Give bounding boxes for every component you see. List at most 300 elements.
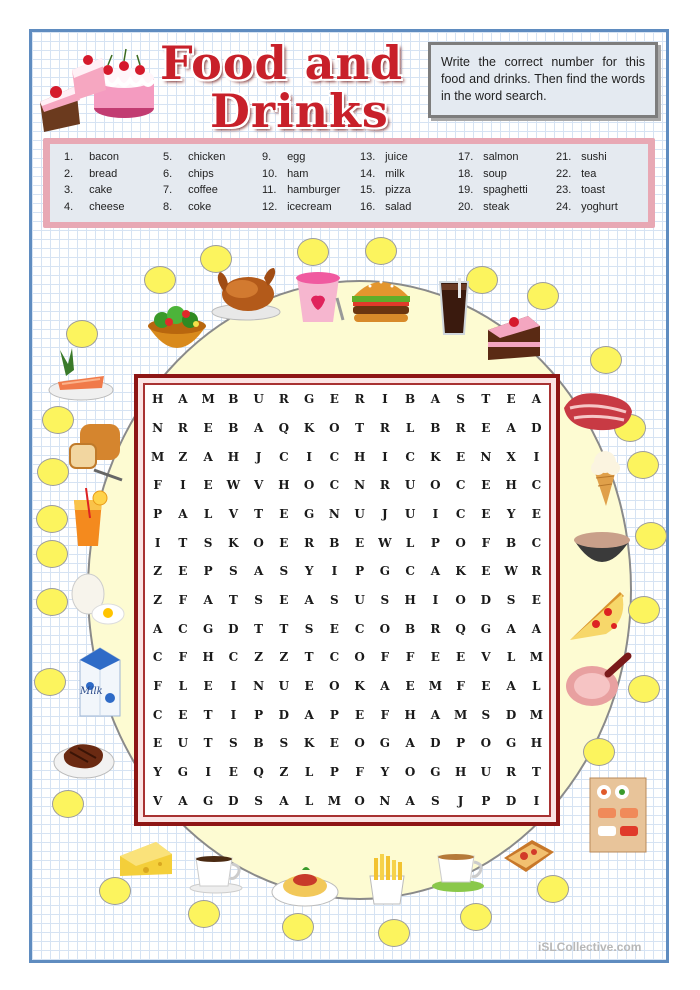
grid-letter[interactable]: R (304, 535, 315, 550)
answer-circle[interactable] (52, 790, 84, 818)
word-list-item (64, 201, 163, 218)
grid-letter[interactable]: Q (253, 764, 264, 779)
grid-letter[interactable]: C (228, 650, 239, 665)
grid-letter[interactable]: S (506, 592, 516, 607)
grid-letter[interactable]: Z (279, 764, 289, 779)
grid-letter[interactable]: M (428, 678, 443, 693)
grid-letter[interactable]: R (278, 392, 289, 407)
grid-letter[interactable]: E (203, 420, 213, 435)
grid-letter[interactable]: S (203, 535, 213, 550)
grid-letter[interactable]: S (380, 592, 390, 607)
grid-letter[interactable]: P (329, 764, 339, 779)
grid-letter[interactable]: F (355, 764, 364, 779)
grid-letter[interactable]: T (355, 420, 365, 435)
grid-letter[interactable]: A (279, 793, 289, 808)
grid-letter[interactable]: J (457, 793, 464, 808)
grid-letter[interactable]: A (178, 506, 188, 521)
grid-letter[interactable]: V (253, 478, 264, 493)
grid-letter[interactable]: F (178, 650, 188, 665)
grid-letter[interactable]: Y (380, 764, 390, 779)
instructions-box (428, 42, 658, 118)
grid-letter[interactable]: M (529, 707, 544, 722)
grid-letter[interactable]: D (505, 793, 517, 808)
grid-letter[interactable]: E (506, 392, 516, 407)
word-list-item (458, 168, 556, 185)
grid-letter[interactable]: H (151, 392, 164, 407)
grid-letter[interactable]: T (228, 592, 238, 607)
grid-letter[interactable]: O (430, 478, 441, 493)
grid-letter[interactable]: E (329, 392, 339, 407)
word-search-grid (143, 383, 551, 817)
grid-letter[interactable]: K (354, 678, 365, 693)
grid-letter[interactable]: C (329, 478, 340, 493)
grid-letter[interactable]: C (405, 449, 415, 464)
grid-letter[interactable]: I (382, 392, 388, 407)
grid-letter[interactable]: E (304, 678, 314, 693)
grid-letter[interactable]: C (329, 650, 340, 665)
word-text: ham (287, 167, 309, 180)
grid-letter[interactable]: P (355, 564, 365, 579)
answer-circle[interactable] (36, 588, 68, 616)
grid-letter[interactable]: L (304, 793, 314, 808)
grid-letter[interactable]: E (279, 592, 289, 607)
bacon-icon (560, 388, 636, 436)
grid-letter[interactable]: V (228, 506, 239, 521)
grid-letter[interactable]: F (178, 592, 188, 607)
word-list-item (262, 201, 360, 218)
grid-letter[interactable]: B (430, 420, 441, 435)
grid-letter[interactable]: G (203, 621, 214, 636)
cheese-icon (116, 836, 174, 880)
grid-letter[interactable]: S (279, 736, 289, 751)
grid-letter[interactable]: Z (279, 650, 289, 665)
grid-letter[interactable]: F (380, 707, 390, 722)
grid-letter[interactable]: E (355, 535, 365, 550)
grid-letter[interactable]: L (506, 650, 516, 665)
grid-letter[interactable]: F (380, 650, 390, 665)
grid-letter[interactable]: E (531, 592, 541, 607)
grid-letter[interactable]: V (481, 650, 491, 665)
grid-letter[interactable]: L (405, 420, 415, 435)
grid-letter[interactable]: H (530, 736, 543, 751)
word-list-item (458, 184, 556, 201)
grid-letter[interactable]: B (329, 535, 340, 550)
grid-letter[interactable]: H (505, 478, 517, 493)
grid-letter[interactable]: F (153, 478, 162, 493)
grid-letter[interactable]: S (254, 592, 263, 607)
grid-letter[interactable]: T (178, 535, 188, 550)
grid-letter[interactable]: G (379, 564, 390, 579)
grid-letter[interactable]: B (405, 621, 416, 636)
grid-letter[interactable]: R (506, 764, 517, 779)
grid-letter[interactable]: J (382, 506, 388, 521)
cake-slice-icon (484, 306, 544, 364)
grid-letter[interactable]: M (327, 793, 342, 808)
grid-letter[interactable]: P (254, 707, 264, 722)
answer-circle[interactable] (144, 266, 176, 294)
grid-letter[interactable]: H (202, 650, 214, 665)
word-number: 24. (556, 200, 572, 213)
grid-letter[interactable]: C (178, 621, 188, 636)
grid-letter[interactable]: L (405, 535, 415, 550)
grid-letter[interactable]: E (481, 506, 491, 521)
grid-letter[interactable]: E (279, 535, 289, 550)
grid-letter[interactable]: U (354, 592, 365, 607)
grid-letter[interactable]: E (228, 764, 238, 779)
grid-letter[interactable]: B (228, 420, 239, 435)
answer-circle[interactable] (188, 900, 220, 928)
grid-letter[interactable]: D (430, 736, 441, 751)
grid-letter[interactable]: S (456, 392, 465, 407)
grid-letter[interactable]: O (379, 621, 391, 636)
grid-letter[interactable]: K (303, 420, 315, 435)
grid-letter[interactable]: M (453, 707, 468, 722)
grid-letter[interactable]: O (455, 592, 466, 607)
grid-letter[interactable]: N (379, 793, 391, 808)
grid-letter[interactable]: F (405, 650, 415, 665)
grid-letter[interactable]: W (504, 564, 518, 579)
grid-letter[interactable]: C (405, 564, 415, 579)
grid-letter[interactable]: A (203, 592, 213, 607)
grid-letter[interactable]: A (405, 793, 415, 808)
grid-letter[interactable]: I (205, 764, 211, 779)
grid-letter[interactable]: D (505, 707, 517, 722)
grid-letter[interactable]: R (379, 478, 390, 493)
grid-letter[interactable]: G (480, 621, 491, 636)
grid-letter[interactable]: C (329, 449, 340, 464)
grid-letter[interactable]: M (201, 392, 215, 407)
answer-circle[interactable] (628, 675, 660, 703)
answer-circle[interactable] (460, 903, 492, 931)
grid-letter[interactable]: T (481, 392, 491, 407)
grid-letter[interactable]: A (506, 678, 516, 693)
word-text: milk (385, 167, 405, 180)
grid-letter[interactable]: T (279, 621, 289, 636)
grid-letter[interactable]: S (279, 564, 289, 579)
grid-letter[interactable]: A (304, 707, 314, 722)
grid-letter[interactable]: X (506, 449, 516, 464)
grid-letter[interactable]: U (278, 678, 290, 693)
steak-icon (52, 732, 116, 780)
grid-letter[interactable]: N (152, 420, 164, 435)
word-text: salad (385, 200, 412, 213)
grid-letter[interactable]: C (531, 535, 542, 550)
grid-letter[interactable]: E (279, 506, 289, 521)
grid-letter[interactable]: Q (455, 621, 466, 636)
grid-letter[interactable]: Z (153, 592, 162, 607)
grid-letter[interactable]: P (430, 535, 440, 550)
grid-letter[interactable]: A (430, 707, 441, 722)
grid-letter[interactable]: A (253, 420, 264, 435)
grid-letter[interactable]: E (481, 420, 491, 435)
grid-letter[interactable]: L (178, 678, 188, 693)
grid-letter[interactable]: I (382, 449, 388, 464)
grid-letter[interactable]: R (455, 420, 466, 435)
grid-letter[interactable]: Z (254, 650, 263, 665)
word-list-item (64, 151, 163, 168)
grid-letter[interactable]: P (153, 506, 163, 521)
grid-letter[interactable]: T (304, 650, 314, 665)
grid-letter[interactable]: G (430, 764, 441, 779)
bread-icon (66, 420, 128, 484)
grid-letter[interactable]: A (178, 793, 188, 808)
grid-letter[interactable]: R (177, 420, 188, 435)
word-text: yoghurt (581, 200, 618, 213)
grid-letter[interactable]: P (203, 564, 213, 579)
grid-letter[interactable]: P (329, 707, 339, 722)
grid-letter[interactable]: E (153, 736, 163, 751)
grid-letter[interactable]: G (304, 392, 315, 407)
grid-letter[interactable]: E (531, 506, 541, 521)
answer-circle[interactable] (378, 919, 410, 947)
grid-letter[interactable]: R (379, 420, 390, 435)
word-list-item (64, 168, 163, 185)
grid-letter[interactable]: J (255, 449, 262, 464)
grid-letter[interactable]: N (328, 506, 340, 521)
grid-letter[interactable]: Y (304, 564, 314, 579)
grid-letter[interactable]: D (228, 793, 239, 808)
grid-letter[interactable]: Y (153, 764, 162, 779)
grid-letter[interactable]: C (152, 650, 163, 665)
grid-letter[interactable]: I (533, 449, 540, 464)
grid-letter[interactable]: T (254, 621, 264, 636)
answer-circle[interactable] (627, 451, 659, 479)
grid-letter[interactable]: G (177, 764, 188, 779)
grid-letter[interactable]: H (454, 764, 467, 779)
grid-letter[interactable]: G (506, 736, 517, 751)
grid-letter[interactable]: U (404, 506, 416, 521)
grid-letter[interactable]: E (430, 650, 440, 665)
grid-letter[interactable]: F (456, 678, 465, 693)
grid-letter[interactable]: S (254, 793, 263, 808)
grid-letter[interactable]: E (481, 564, 491, 579)
grid-letter[interactable]: O (480, 736, 492, 751)
grid-letter[interactable]: S (431, 793, 440, 808)
grid-letter[interactable]: O (404, 764, 416, 779)
grid-letter[interactable]: P (481, 793, 491, 808)
grid-letter[interactable]: T (531, 764, 541, 779)
grid-letter[interactable]: F (153, 678, 162, 693)
grid-letter[interactable]: A (506, 621, 516, 636)
grid-letter[interactable]: N (354, 478, 366, 493)
grid-letter[interactable]: L (304, 764, 314, 779)
grid-letter[interactable]: O (253, 535, 264, 550)
grid-letter[interactable]: F (481, 535, 491, 550)
grid-letter[interactable]: H (353, 449, 366, 464)
word-number: 16. (360, 200, 376, 213)
grid-letter[interactable]: G (203, 793, 214, 808)
grid-letter[interactable]: T (254, 506, 264, 521)
grid-letter[interactable]: M (529, 650, 544, 665)
grid-letter[interactable]: A (430, 392, 441, 407)
grid-letter[interactable]: D (278, 707, 290, 722)
grid-letter[interactable]: C (354, 621, 365, 636)
answer-circle[interactable] (628, 596, 660, 624)
grid-letter[interactable]: S (481, 707, 491, 722)
grid-letter[interactable]: L (203, 506, 213, 521)
grid-letter[interactable]: Q (278, 420, 290, 435)
grid-letter[interactable]: I (180, 478, 186, 493)
grid-letter[interactable]: U (480, 764, 492, 779)
grid-letter[interactable]: D (228, 621, 239, 636)
grid-letter[interactable]: S (304, 621, 314, 636)
grid-letter[interactable]: C (152, 707, 163, 722)
word-text: spaghetti (483, 184, 528, 196)
grid-letter[interactable]: H (227, 449, 240, 464)
grid-letter[interactable]: V (152, 793, 163, 808)
grid-letter[interactable]: A (203, 449, 213, 464)
grid-letter[interactable]: I (331, 564, 338, 579)
grid-letter[interactable]: O (354, 793, 365, 808)
grid-letter[interactable]: N (480, 449, 492, 464)
grid-letter[interactable]: I (432, 506, 439, 521)
answer-circle[interactable] (537, 875, 569, 903)
grid-letter[interactable]: A (531, 621, 542, 636)
juice-icon (68, 488, 108, 554)
word-number: 17. (458, 151, 474, 163)
grid-letter[interactable]: B (405, 392, 416, 407)
answer-circle[interactable] (34, 668, 66, 696)
answer-circle[interactable] (36, 540, 68, 568)
answer-circle[interactable] (282, 913, 314, 941)
grid-letter[interactable]: O (329, 678, 340, 693)
word-number: 23. (556, 184, 572, 196)
grid-letter[interactable]: R (430, 621, 441, 636)
answer-circle[interactable] (66, 320, 98, 348)
word-number: 13. (360, 151, 376, 163)
grid-letter[interactable]: E (178, 564, 188, 579)
grid-letter[interactable]: I (230, 678, 237, 693)
grid-letter[interactable]: Y (506, 506, 516, 521)
grid-letter[interactable]: O (354, 650, 365, 665)
grid-letter[interactable]: R (531, 564, 542, 579)
grid-letter[interactable]: U (354, 506, 365, 521)
grid-letter[interactable]: K (455, 564, 466, 579)
grid-letter[interactable]: C (455, 478, 466, 493)
word-list-item (360, 168, 458, 185)
grid-letter[interactable]: Z (178, 449, 188, 464)
grid-letter[interactable]: I (230, 707, 237, 722)
grid-letter[interactable]: L (532, 678, 541, 693)
grid-letter[interactable]: T (203, 707, 213, 722)
word-number: 20. (458, 200, 474, 213)
grid-letter[interactable]: A (405, 736, 415, 751)
grid-letter[interactable]: U (253, 392, 264, 407)
answer-circle[interactable] (297, 238, 329, 266)
answer-circle[interactable] (37, 458, 69, 486)
title-line2: Drinks (210, 84, 389, 138)
grid-letter[interactable]: A (304, 592, 314, 607)
grid-letter[interactable]: C (455, 506, 466, 521)
grid-letter[interactable]: Z (153, 564, 162, 579)
grid-letter[interactable]: S (229, 564, 238, 579)
grid-letter[interactable]: B (253, 736, 264, 751)
grid-letter[interactable]: N (253, 678, 265, 693)
grid-letter[interactable]: R (354, 392, 365, 407)
grid-letter[interactable]: A (152, 621, 163, 636)
grid-letter[interactable]: I (154, 535, 161, 550)
grid-letter[interactable]: T (203, 736, 213, 751)
answer-circle[interactable] (99, 877, 131, 905)
grid-letter[interactable]: E (203, 478, 213, 493)
grid-letter[interactable]: W (226, 478, 241, 493)
grid-letter[interactable]: O (329, 420, 340, 435)
answer-circle[interactable] (365, 237, 397, 265)
grid-letter[interactable]: B (228, 392, 239, 407)
grid-letter[interactable]: M (150, 449, 165, 464)
word-text: toast (581, 184, 605, 196)
grid-letter[interactable]: A (253, 564, 264, 579)
grid-letter[interactable]: P (456, 736, 466, 751)
grid-letter[interactable]: K (430, 449, 441, 464)
grid-letter[interactable]: E (405, 678, 415, 693)
grid-letter[interactable]: E (481, 478, 491, 493)
answer-circle[interactable] (635, 522, 667, 550)
grid-letter[interactable]: E (456, 650, 466, 665)
grid-letter[interactable]: W (378, 535, 392, 550)
grid-letter[interactable]: G (304, 506, 315, 521)
answer-circle[interactable] (583, 738, 615, 766)
grid-letter[interactable]: G (379, 736, 390, 751)
word-number: 7. (163, 184, 173, 196)
answer-circle[interactable] (590, 346, 622, 374)
grid-letter[interactable]: A (178, 392, 188, 407)
grid-letter[interactable]: B (506, 535, 517, 550)
word-list-item (64, 184, 163, 201)
title-line1: Food and (160, 36, 404, 90)
grid-letter[interactable]: E (456, 449, 466, 464)
word-number: 3. (64, 184, 74, 196)
grid-letter[interactable]: O (303, 478, 315, 493)
word-list-item (556, 184, 654, 201)
coffee-icon (188, 852, 246, 894)
grid-letter[interactable]: E (178, 707, 188, 722)
grid-letter[interactable]: H (404, 592, 416, 607)
grid-letter[interactable]: A (531, 392, 542, 407)
grid-letter[interactable]: H (404, 707, 416, 722)
answer-circle[interactable] (36, 505, 68, 533)
grid-letter[interactable]: D (480, 592, 492, 607)
word-list-item (556, 151, 654, 168)
grid-letter[interactable]: E (355, 707, 365, 722)
grid-letter[interactable]: A (506, 420, 516, 435)
grid-letter[interactable]: C (279, 449, 289, 464)
grid-letter[interactable]: O (455, 535, 466, 550)
grid-letter[interactable]: E (481, 678, 491, 693)
word-list-item (163, 168, 262, 185)
grid-letter[interactable]: K (228, 535, 239, 550)
grid-letter[interactable]: E (329, 621, 339, 636)
grid-letter[interactable]: A (430, 564, 441, 579)
grid-letter[interactable]: I (533, 793, 540, 808)
grid-letter[interactable]: K (303, 736, 315, 751)
grid-letter[interactable]: I (306, 449, 312, 464)
grid-letter[interactable]: O (354, 736, 365, 751)
grid-letter[interactable]: S (229, 736, 238, 751)
grid-letter[interactable]: E (203, 678, 213, 693)
grid-letter[interactable]: H (278, 478, 290, 493)
word-list-item (360, 201, 458, 218)
grid-letter[interactable]: E (329, 736, 339, 751)
grid-letter[interactable]: A (380, 678, 390, 693)
grid-letter[interactable]: U (404, 478, 416, 493)
grid-letter[interactable]: I (432, 592, 439, 607)
grid-letter[interactable]: U (177, 736, 189, 751)
grid-letter[interactable]: C (531, 478, 542, 493)
grid-letter[interactable]: D (531, 420, 542, 435)
word-number: 21. (556, 151, 572, 163)
grid-letter[interactable]: S (330, 592, 339, 607)
